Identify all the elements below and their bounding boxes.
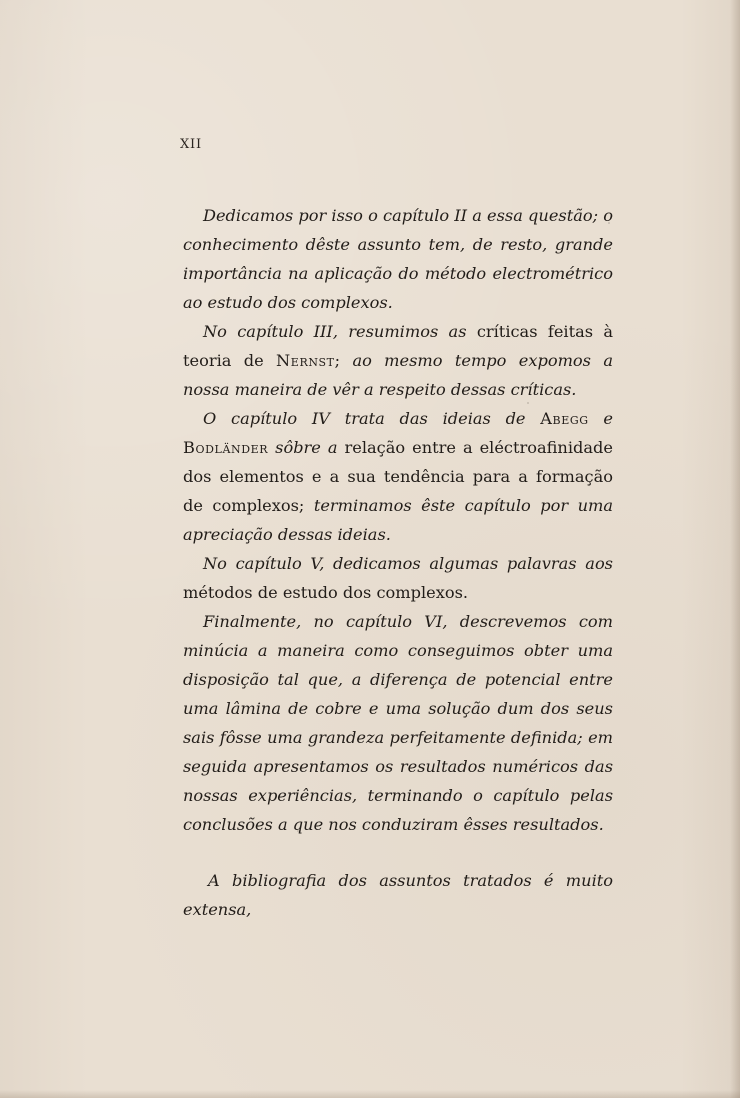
paragraph [183, 607, 613, 839]
text-segment: relação entre a eléctroafinidade dos elementos e a sua tendência para a formação de complexos; [183, 438, 613, 515]
paragraph [183, 549, 613, 607]
author-name: Nernst [276, 351, 335, 370]
text-segment: ao mesmo tempo expomos a nossa maneira de vêr a respeito dessas críticas. [183, 351, 613, 399]
page-bottom-edge [0, 1090, 740, 1098]
paragraph [183, 404, 613, 549]
text-segment: métodos de estudo dos complexos. [183, 583, 469, 602]
text-segment: No capítulo III, resumimos as [203, 322, 477, 341]
page-number: XII [180, 137, 202, 152]
text-segment: Dedicamos por isso o capítulo II a essa questão; o conhecimento dêste assunto tem, de resto, grande importância na aplicação do método electrométrico ao estudo dos complexos. [183, 206, 613, 312]
ink-speck [608, 222, 610, 224]
author-name: Bodländer [183, 438, 269, 457]
paragraph [183, 866, 613, 924]
ink-speck [297, 830, 299, 832]
text-segment: No capítulo V, dedicamos algumas palavras aos [203, 554, 613, 573]
text-segment: críticas feitas à teoria de [183, 322, 613, 370]
paragraph [183, 201, 613, 317]
text-segment: ; [334, 351, 353, 370]
text-segment: e [588, 409, 613, 428]
page-right-edge [730, 0, 740, 1098]
text-segment: Finalmente, no capítulo VI, descrevemos com minúcia a maneira como conseguimos obter uma disposição tal que, a diferença de potencial entre uma lâmina de cobre e uma solução dum dos seus sais fôsse uma grandeza perfeitamente definida; em seguida apresentamos os resultados numéricos das nossas experiências, terminando o capítulo pelas conclusões a que nos conduziram êsses resultados. [183, 612, 613, 834]
text-segment: A bibliografia dos assuntos tratados é muito extensa, [183, 871, 613, 919]
text-segment: sôbre a [268, 438, 345, 457]
author-name: Abegg [540, 409, 589, 428]
text-segment: O capítulo IV trata das ideias de [203, 409, 541, 428]
ink-speck [527, 402, 529, 404]
body-text [183, 201, 613, 924]
paragraph [183, 317, 613, 404]
text-segment: terminamos êste capítulo por uma apreciação dessas ideias. [183, 496, 613, 544]
